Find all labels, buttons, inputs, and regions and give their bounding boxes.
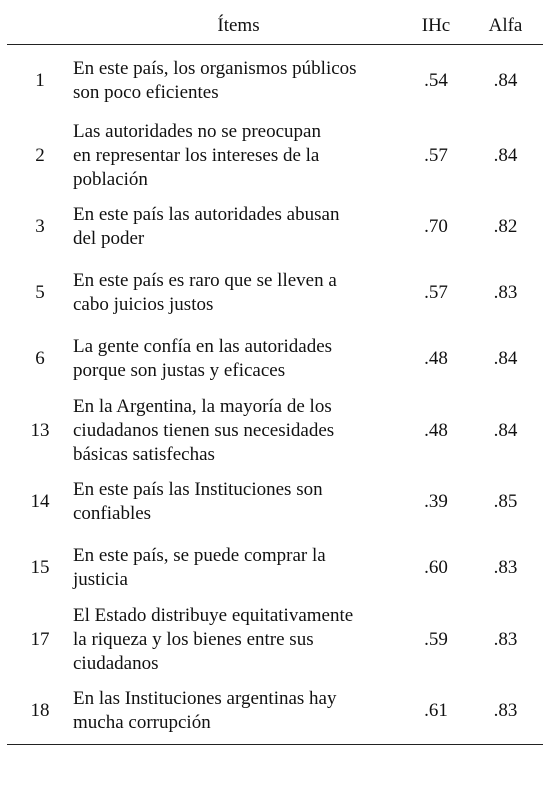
item-text	[73, 326, 404, 392]
item-text-line: En este país, se puede comprar la	[73, 545, 326, 566]
header-ihc: IHc	[421, 15, 451, 36]
item-number: 6	[35, 348, 45, 369]
item-number: 13	[30, 419, 50, 441]
table-row	[7, 678, 543, 745]
item-text	[73, 117, 404, 194]
table-header	[7, 8, 543, 45]
item-text-line: son poco eficientes	[73, 82, 219, 103]
item-ihc: .48	[424, 348, 448, 369]
table-body	[7, 45, 543, 745]
table-row	[7, 260, 543, 326]
item-ihc: .57	[424, 282, 448, 303]
item-number: 17	[30, 628, 50, 650]
table-row	[7, 601, 543, 678]
header-row	[7, 8, 543, 45]
item-text-line: En este país es raro que se lleven a	[73, 270, 337, 291]
item-text-line: cabo juicios justos	[73, 294, 214, 315]
item-text	[73, 260, 404, 326]
table-row	[7, 45, 543, 118]
item-number: 18	[30, 700, 50, 721]
item-text-line: La gente confía en las autoridades	[73, 336, 333, 357]
items-table	[7, 8, 543, 745]
item-alfa: .85	[493, 491, 518, 512]
item-text-line: En este país las Instituciones son	[73, 479, 323, 500]
item-alfa: .83	[493, 557, 518, 578]
item-ihc: .54	[424, 70, 448, 91]
item-ihc: .60	[424, 557, 448, 578]
header-alfa: Alfa	[488, 15, 523, 36]
item-text-line: básicas satisfechas	[73, 443, 215, 465]
item-number: 3	[35, 216, 45, 237]
item-number: 5	[35, 282, 45, 303]
item-text-line: la riqueza y los bienes entre sus	[73, 628, 314, 650]
item-number: 14	[30, 491, 50, 512]
item-ihc: .70	[424, 216, 448, 237]
item-ihc: .61	[424, 700, 448, 721]
item-alfa: .84	[493, 144, 518, 166]
item-number: 1	[35, 70, 45, 91]
item-text	[73, 392, 404, 469]
item-text	[73, 469, 404, 535]
item-text-line: confiables	[73, 503, 152, 524]
item-number: 2	[35, 144, 45, 166]
item-text	[73, 601, 404, 678]
item-number: 15	[30, 557, 50, 578]
item-alfa: .84	[493, 70, 518, 91]
item-text-line: Las autoridades no se preocupan	[73, 120, 321, 142]
table-row	[7, 469, 543, 535]
item-alfa: .83	[493, 628, 518, 650]
item-alfa: .84	[493, 419, 518, 441]
item-text-line: En las Instituciones argentinas hay	[73, 688, 337, 709]
item-ihc: .39	[424, 491, 448, 512]
item-text-line: En este país, los organismos públicos	[73, 58, 357, 79]
item-text	[73, 194, 404, 260]
item-ihc: .57	[424, 144, 448, 166]
item-text-line: En la Argentina, la mayoría de los	[73, 395, 332, 417]
item-alfa: .83	[493, 282, 518, 303]
item-ihc: .48	[424, 419, 448, 441]
item-text-line: en representar los intereses de la	[73, 144, 320, 166]
item-text	[73, 678, 404, 745]
item-text-line: El Estado distribuye equitativamente	[73, 604, 354, 626]
item-alfa: .82	[493, 216, 518, 237]
header-number	[7, 8, 73, 45]
item-text-line: mucha corrupción	[73, 712, 211, 733]
table-row	[7, 535, 543, 601]
table-row	[7, 326, 543, 392]
item-text-line: población	[73, 168, 148, 190]
item-text-line: del poder	[73, 228, 145, 249]
item-text-line: En este país las autoridades abusan	[73, 204, 340, 225]
table-row	[7, 194, 543, 260]
item-text-line: justicia	[73, 569, 128, 590]
header-items: Ítems	[217, 15, 260, 36]
item-text-line: porque son justas y eficaces	[73, 360, 286, 381]
item-text-line: ciudadanos	[73, 652, 159, 674]
item-ihc: .59	[424, 628, 448, 650]
item-text	[73, 535, 404, 601]
table-row	[7, 392, 543, 469]
item-alfa: .84	[493, 348, 518, 369]
item-alfa: .83	[493, 700, 518, 721]
item-text-line: ciudadanos tienen sus necesidades	[73, 419, 335, 441]
item-text	[73, 45, 404, 118]
table-row	[7, 117, 543, 194]
